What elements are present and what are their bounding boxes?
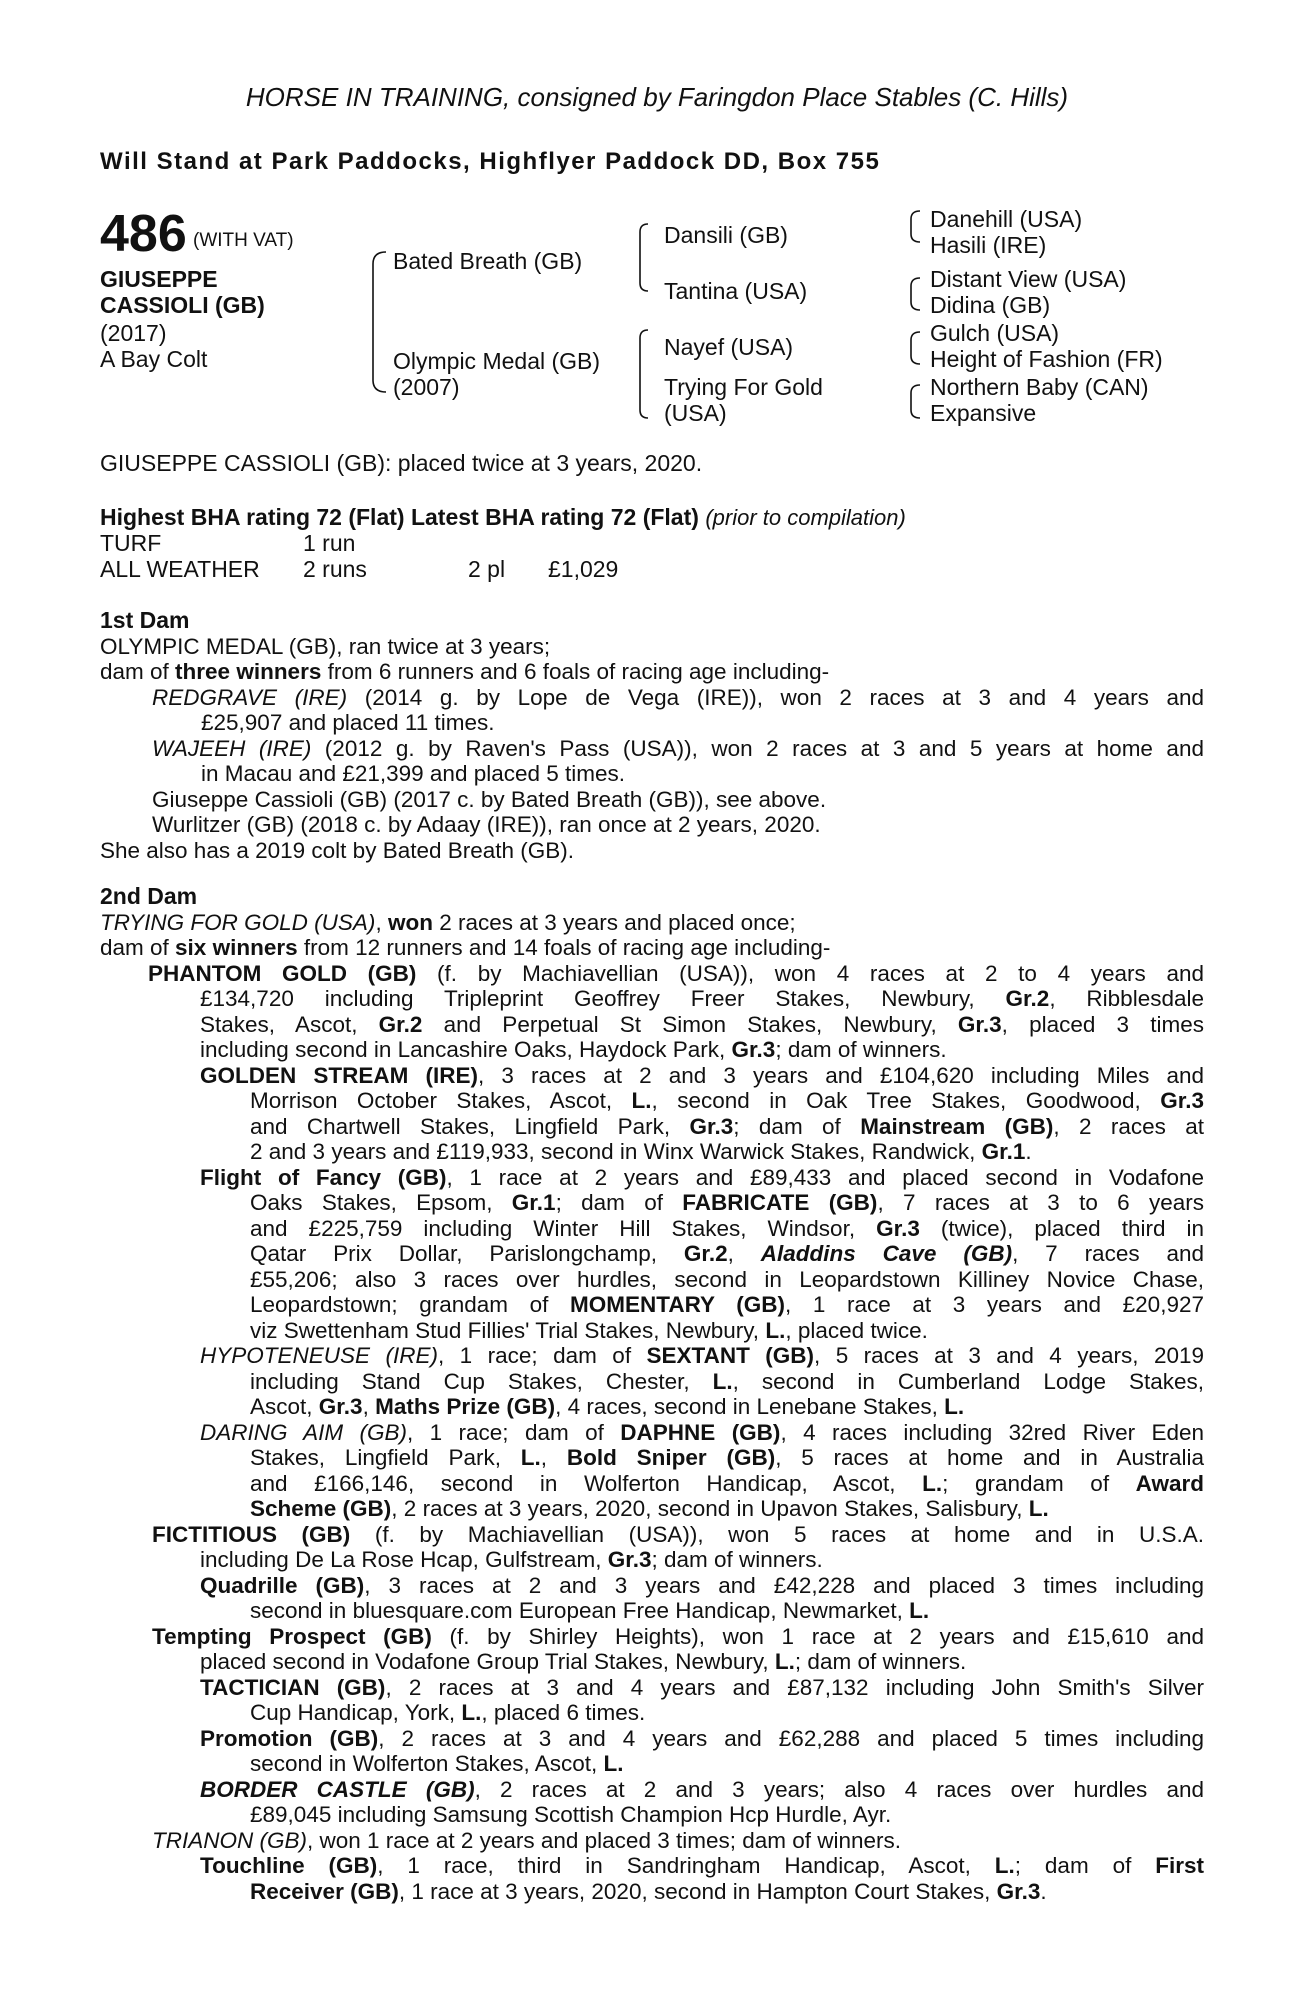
- ancestor-8: Expansive: [930, 400, 1037, 426]
- ancestor-4: Didina (GB): [930, 292, 1051, 318]
- flight-of-fancy-line3: and £225,759 including Winter Hill Stakes, Windsor, Gr.3 (twice), placed third in: [250, 1215, 1204, 1241]
- daring-aim-line4: Scheme (GB), 2 races at 3 years, 2020, second in Upavon Stakes, Salisbury, L.: [250, 1496, 1049, 1521]
- aw-label: ALL WEATHER: [100, 556, 260, 582]
- ratings-heading: Highest BHA rating 72 (Flat) Latest BHA rating 72 (Flat): [100, 504, 699, 530]
- sire-dam-bracket: [373, 252, 386, 392]
- first-dam-produce-summary: dam of three winners from 6 runners and 6 foals of racing age including-: [100, 659, 830, 684]
- horse-name-line2: CASSIOLI (GB): [100, 292, 265, 318]
- catalogue-header: HORSE IN TRAINING, consigned by Faringdon Place Stables (C. Hills): [245, 82, 1069, 112]
- golden-stream-line2: Morrison October Stakes, Ascot, L., second in Oak Tree Stakes, Goodwood, Gr.3: [250, 1088, 1204, 1113]
- ancestor-7: Northern Baby (CAN): [930, 374, 1149, 400]
- produce-wajeeh: WAJEEH (IRE) (2012 g. by Raven's Pass (USA)), won 2 races at 3 and 5 years at home and: [152, 735, 1204, 761]
- ancestor-5: Gulch (USA): [930, 320, 1060, 346]
- dam: Olympic Medal (GB): [393, 348, 601, 374]
- produce-tempting-prospect: Tempting Prospect (GB) (f. by Shirley Heights), won 1 race at 2 years and £15,610 and: [152, 1623, 1204, 1649]
- produce-touchline: Touchline (GB), 1 race, third in Sandringham Handicap, Ascot, L.; dam of First: [200, 1853, 1204, 1878]
- foaling-year: (2017): [100, 320, 167, 346]
- produce-flight-of-fancy: Flight of Fancy (GB), 1 race at 2 years and £89,433 and placed second in Vodafone: [200, 1164, 1204, 1190]
- golden-stream-line3: and Chartwell Stakes, Lingfield Park, Gr.3; dam of Mainstream (GB), 2 races at: [250, 1113, 1204, 1139]
- produce-border-castle: BORDER CASTLE (GB), 2 races at 2 and 3 years; also 4 races over hurdles and: [200, 1776, 1204, 1802]
- produce-daring-aim: DARING AIM (GB), 1 race; dam of DAPHNE (GB), 4 races including 32red River Eden: [200, 1419, 1205, 1445]
- produce-2019-colt: She also has a 2019 colt by Bated Breath (GB).: [100, 837, 575, 863]
- first-dam-heading: 1st Dam: [100, 607, 190, 633]
- sire: Bated Breath (GB): [393, 248, 583, 274]
- dam-sire: Nayef (USA): [664, 334, 794, 360]
- sire-dam: Tantina (USA): [664, 278, 808, 304]
- race-summary: GIUSEPPE CASSIOLI (GB): placed twice at 3 years, 2020.: [100, 450, 703, 476]
- flight-of-fancy-line2: Oaks Stakes, Epsom, Gr.1; dam of FABRICATE (GB), 7 races at 3 to 6 years: [250, 1190, 1204, 1215]
- border-castle-line2: £89,045 including Samsung Scottish Champion Hcp Hurdle, Ayr.: [250, 1802, 892, 1827]
- horse-description: A Bay Colt: [100, 346, 208, 372]
- ancestor-6: Height of Fashion (FR): [930, 346, 1163, 372]
- hypoteneuse-line3: Ascot, Gr.3, Maths Prize (GB), 4 races, second in Lenebane Stakes, L.: [250, 1394, 965, 1419]
- bha-ratings: [100, 504, 906, 531]
- produce-phantom-gold: PHANTOM GOLD (GB) (f. by Machiavellian (USA)), won 4 races at 2 to 4 years and: [148, 960, 1204, 986]
- produce-redgrave-cont: £25,907 and placed 11 times.: [201, 710, 495, 735]
- produce-golden-stream: GOLDEN STREAM (IRE), 3 races at 2 and 3 years and £104,620 including Miles and: [200, 1062, 1204, 1088]
- daring-aim-line3: and £166,146, second in Wolferton Handicap, Ascot, L.; grandam of Award: [250, 1470, 1204, 1496]
- aw-runs: 2 runs: [303, 556, 367, 582]
- g-bracket-1: [911, 211, 920, 242]
- ancestor-2: Hasili (IRE): [930, 232, 1047, 258]
- tempting-prospect-line2: placed second in Vodafone Group Trial Stakes, Newbury, L.; dam of winners.: [200, 1649, 967, 1674]
- second-dam-produce-summary: dam of six winners from 12 runners and 14 foals of racing age including-: [100, 935, 831, 960]
- quadrille-line2: second in bluesquare.com European Free Handicap, Newmarket, L.: [250, 1598, 930, 1623]
- dam-year: (2007): [393, 374, 460, 400]
- g-bracket-4: [911, 385, 920, 418]
- produce-wurlitzer: Wurlitzer (GB) (2018 c. by Adaay (IRE)), ran once at 2 years, 2020.: [152, 812, 821, 837]
- daring-aim-line2: Stakes, Lingfield Park, L., Bold Sniper (GB), 5 races at home and in Australia: [250, 1445, 1204, 1470]
- turf-label: TURF: [100, 530, 162, 556]
- second-dam-heading: 2nd Dam: [100, 883, 198, 909]
- produce-giuseppe: Giuseppe Cassioli (GB) (2017 c. by Bated Breath (GB)), see above.: [152, 786, 827, 812]
- flight-of-fancy-line4: Qatar Prix Dollar, Parislongchamp, Gr.2, Aladdins Cave (GB), 7 races and: [250, 1241, 1204, 1266]
- flight-of-fancy-line6: Leopardstown; grandam of MOMENTARY (GB), 1 race at 3 years and £20,927: [250, 1292, 1204, 1317]
- aw-placed: 2 pl: [468, 556, 506, 582]
- g-bracket-3: [911, 332, 920, 364]
- g-bracket-2: [911, 278, 920, 310]
- second-dam-section: [100, 884, 1204, 1904]
- dam-dam-line2: (USA): [664, 400, 727, 426]
- flight-of-fancy-line7: viz Swettenham Stud Fillies' Trial Stakes, Newbury, L., placed twice.: [250, 1317, 928, 1343]
- phantom-gold-line4: including second in Lancashire Oaks, Haydock Park, Gr.3; dam of winners.: [200, 1037, 947, 1062]
- horse-name-line1: GIUSEPPE: [100, 266, 218, 292]
- sire-sire: Dansili (GB): [664, 222, 788, 248]
- lot-number: 486: [100, 205, 187, 263]
- second-dam-intro: TRYING FOR GOLD (USA), won 2 races at 3 years and placed once;: [100, 909, 796, 935]
- first-dam-section: [100, 608, 1204, 863]
- produce-trianon: TRIANON (GB), won 1 race at 2 years and placed 3 times; dam of winners.: [152, 1827, 902, 1853]
- ancestor-3: Distant View (USA): [930, 266, 1127, 292]
- flight-of-fancy-line5: £55,206; also 3 races over hurdles, second in Leopardstown Killiney Novice Chase,: [250, 1266, 1204, 1292]
- promotion-line2: second in Wolferton Stakes, Ascot, L.: [250, 1751, 624, 1776]
- ratings-note: (prior to compilation): [705, 505, 906, 530]
- aw-prize: £1,029: [548, 556, 619, 582]
- produce-quadrille: Quadrille (GB), 3 races at 2 and 3 years and £42,228 and placed 3 times including: [200, 1572, 1204, 1598]
- produce-hypoteneuse: HYPOTENEUSE (IRE), 1 race; dam of SEXTANT (GB), 5 races at 3 and 4 years, 2019: [200, 1343, 1205, 1368]
- produce-wajeeh-cont: in Macau and £21,399 and placed 5 times.: [201, 761, 626, 786]
- produce-fictitious: FICTITIOUS (GB) (f. by Machiavellian (USA)), won 5 races at home and in U.S.A.: [152, 1521, 1204, 1547]
- first-dam-intro: OLYMPIC MEDAL (GB), ran twice at 3 years;: [100, 633, 551, 659]
- sire-bracket: [640, 224, 648, 291]
- golden-stream-line4: 2 and 3 years and £119,933, second in Winx Warwick Stakes, Randwick, Gr.1.: [250, 1139, 1032, 1164]
- stand-location: Will Stand at Park Paddocks, Highflyer Paddock DD, Box 755: [100, 148, 881, 175]
- ancestor-1: Danehill (USA): [930, 206, 1083, 232]
- produce-promotion: Promotion (GB), 2 races at 3 and 4 years and £62,288 and placed 5 times including: [200, 1725, 1204, 1751]
- turf-runs: 1 run: [303, 530, 356, 556]
- phantom-gold-line3: Stakes, Ascot, Gr.2 and Perpetual St Simon Stakes, Newbury, Gr.3, placed 3 times: [200, 1011, 1204, 1037]
- tactician-line2: Cup Handicap, York, L., placed 6 times.: [250, 1700, 646, 1725]
- produce-tactician: TACTICIAN (GB), 2 races at 3 and 4 years and £87,132 including John Smith's Silver: [200, 1674, 1204, 1700]
- dam-bracket: [640, 330, 648, 418]
- touchline-line2: Receiver (GB), 1 race at 3 years, 2020, second in Hampton Court Stakes, Gr.3.: [250, 1878, 1047, 1904]
- fictitious-line2: including De La Rose Hcap, Gulfstream, Gr.3; dam of winners.: [200, 1547, 823, 1572]
- hypoteneuse-line2: including Stand Cup Stakes, Chester, L., second in Cumberland Lodge Stakes,: [250, 1368, 1204, 1394]
- phantom-gold-line2: £134,720 including Tripleprint Geoffrey Freer Stakes, Newbury, Gr.2, Ribblesdale: [200, 986, 1205, 1011]
- dam-dam-line1: Trying For Gold: [664, 374, 823, 400]
- produce-redgrave: REDGRAVE (IRE) (2014 g. by Lope de Vega (IRE)), won 2 races at 3 and 4 years and: [152, 684, 1204, 710]
- lot-vat: (WITH VAT): [193, 230, 294, 251]
